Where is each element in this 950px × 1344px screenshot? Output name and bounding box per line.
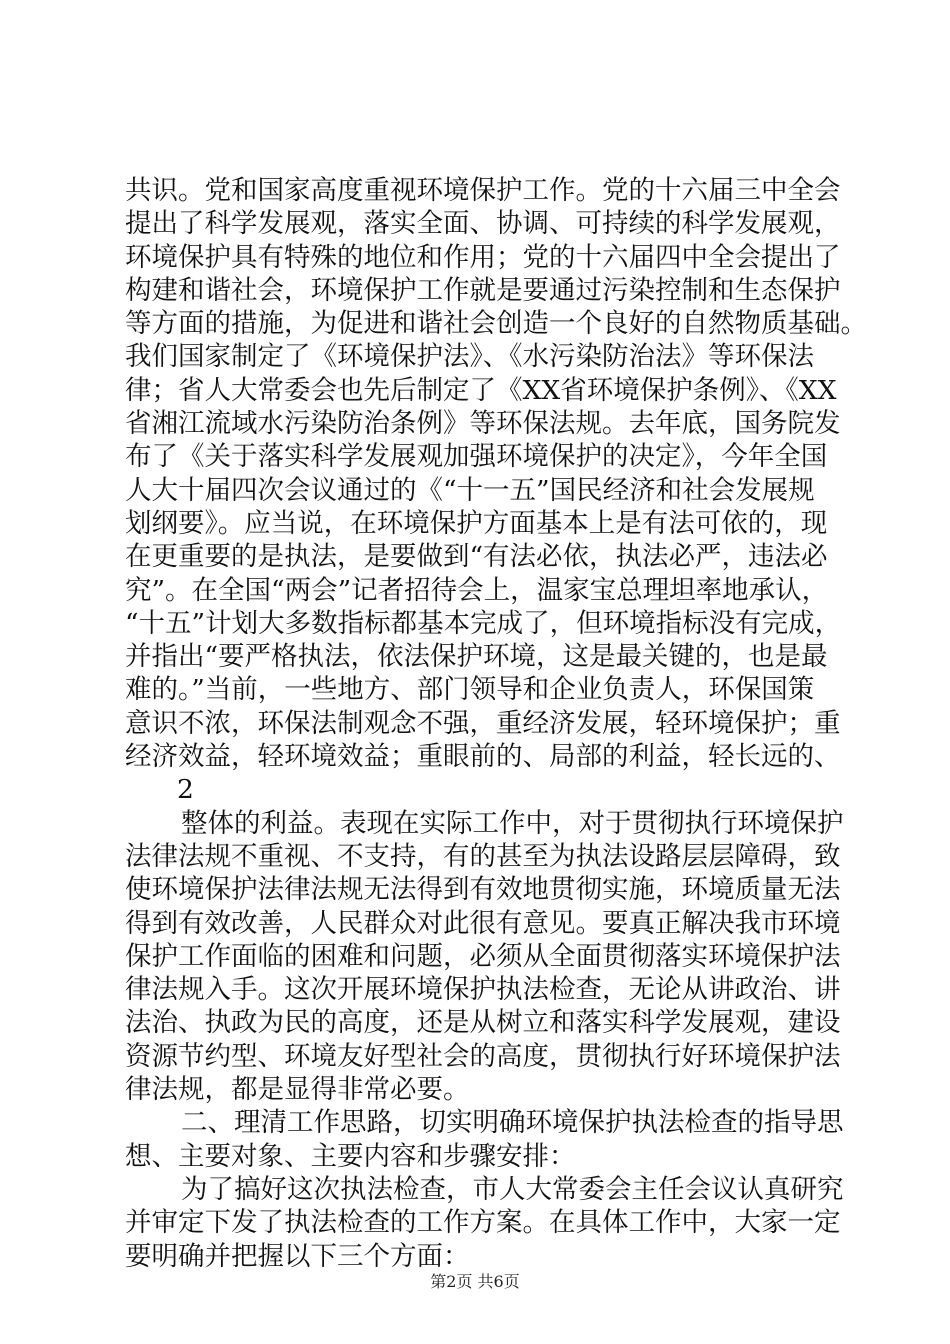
text-line: 要明确并把握以下三个方面： [125,1240,470,1272]
text-line: 人大十届四次会议通过的《“十一五”国民经济和社会发展规 [125,474,815,506]
text-line: 律法规入手。这次开展环境保护执法检查，无论从讲政治、讲 [125,974,841,1006]
text-line: 环境保护具有特殊的地位和作用；党的十六届四中全会提出了 [125,241,841,273]
paragraph-first-line: 整体的利益。表现在实际工作中，对于贯彻执行环境保护 [181,807,844,839]
text-line: 法律法规不重视、不支持，有的甚至为执法设路层层障碍，致 [125,840,841,872]
inline-page-number: 2 [177,774,194,806]
text-line: 究”。在全国“两会”记者招待会上，温家宝总理坦率地承认， [125,574,829,606]
text-line: 得到有效改善，人民群众对此很有意见。要真正解决我市环境 [125,907,841,939]
text-line: 省湘江流域水污染防治条例》等环保法规。去年底，国务院发 [125,408,841,440]
section-heading-line: 想、主要对象、主要内容和步骤安排： [125,1140,576,1172]
text-line: 保护工作面临的困难和问题，必须从全面贯彻落实环境保护法 [125,940,841,972]
text-line: 我们国家制定了《环境保护法》、《水污染防治法》等环保法 [125,341,814,373]
text-line: 律；省人大常委会也先后制定了《XX省环境保护条例》、《XX [125,374,837,406]
text-line: 提出了科学发展观，落实全面、协调、可持续的科学发展观， [125,208,841,240]
text-line: 意识不浓，环保法制观念不强，重经济发展，轻环境保护；重 [125,707,841,739]
body-text [125,174,867,1273]
text-line: 难的。”当前，一些地方、部门领导和企业负责人，环保国策 [125,674,815,706]
page-footer: 第2页 共6页 [430,1272,520,1291]
text-line: 使环境保护法律法规无法得到有效地贯彻实施，环境质量无法 [125,874,841,906]
text-line: 划纲要》。应当说，在环境保护方面基本上是有法可依的，现 [125,507,828,539]
text-line: 并指出“要严格执法，依法保护环境，这是最关键的，也是最 [125,641,828,673]
text-line: 在更重要的是执法，是要做到“有法必依，执法必严，违法必 [125,541,828,573]
text-line: 构建和谐社会，环境保护工作就是要通过污染控制和生态保护 [125,274,841,306]
text-line: 布了《关于落实科学发展观加强环境保护的决定》，今年全国 [125,441,828,473]
text-line: 经济效益，轻环境效益；重眼前的、局部的利益，轻长远的、 [125,741,841,773]
text-line: 法治、执政为民的高度，还是从树立和落实科学发展观，建设 [125,1007,841,1039]
section-heading-line: 二、理清工作思路，切实明确环境保护执法检查的指导思 [181,1107,844,1139]
text-line: “十五”计划大多数指标都基本完成了，但环境指标没有完成， [125,607,842,639]
paragraph-first-line: 为了搞好这次执法检查，市人大常委会主任会议认真研究 [181,1173,844,1205]
text-line: 资源节约型、环境友好型社会的高度，贯彻执行好环境保护法 [125,1040,841,1072]
text-line: 共识。党和国家高度重视环境保护工作。党的十六届三中全会 [125,175,841,206]
text-line: 等方面的措施，为促进和谐社会创造一个良好的自然物质基础。 [125,308,867,340]
text-line: 律法规，都是显得非常必要。 [125,1074,470,1106]
text-line: 并审定下发了执法检查的工作方案。在具体工作中，大家一定 [125,1207,841,1239]
